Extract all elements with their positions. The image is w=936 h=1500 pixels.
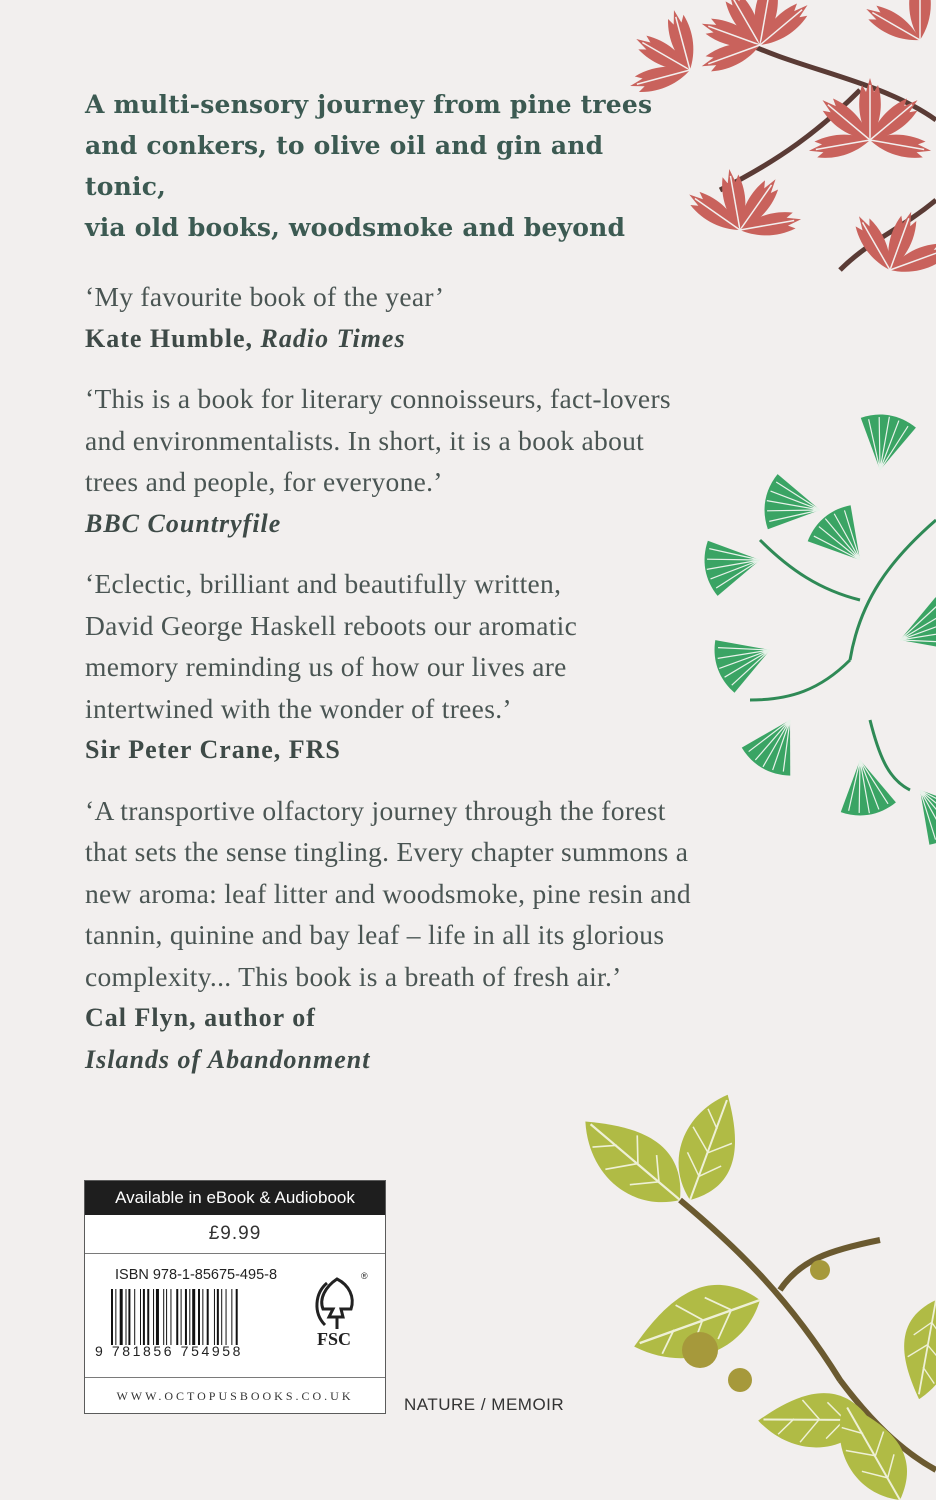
attribution-name: Kate Humble, — [85, 323, 253, 353]
attribution-publication: Islands of Abandonment — [85, 1044, 371, 1074]
quote-line: ‘This is a book for literary connoisseurs, fact-lovers — [85, 383, 671, 414]
barcode-bar — [128, 1289, 130, 1345]
headline-line: A multi-sensory journey from pine trees — [85, 90, 653, 119]
registered-mark: ® — [361, 1271, 368, 1281]
barcode-bar — [221, 1289, 222, 1345]
barcode-bar — [198, 1289, 200, 1345]
barcode-bar — [153, 1289, 154, 1345]
quote-line: that sets the sense tingling. Every chapter summons a — [85, 836, 689, 867]
barcode-bar — [134, 1289, 135, 1345]
barcode-bar — [166, 1289, 167, 1345]
barcode-bar — [217, 1289, 219, 1345]
quote-line: memory reminding us of how our lives are — [85, 651, 567, 682]
quote-attribution — [85, 997, 805, 1039]
quote-line: new aroma: leaf litter and woodsmoke, pine resin and — [85, 877, 691, 909]
quote-line: David George Haskell reboots our aromatic — [85, 609, 578, 641]
quote-attribution — [85, 503, 805, 545]
barcode-bar — [192, 1289, 195, 1345]
quote-line: and environmentalists. In short, it is a book about — [85, 424, 645, 456]
fsc-label: FSC — [317, 1329, 352, 1349]
review-quotes — [85, 276, 805, 1099]
barcode-bar — [226, 1289, 227, 1345]
barcode-bar — [207, 1289, 209, 1345]
barcode-digits: 9 781856 754958 — [95, 1343, 243, 1359]
attribution-publication: Radio Times — [260, 323, 406, 353]
attribution-name: Cal Flyn, author of — [85, 1003, 316, 1032]
headline-line: and conkers, to olive oil and gin and tonic, — [85, 131, 604, 201]
headline-line: via old books, woodsmoke and beyond — [85, 213, 626, 242]
barcode-bar — [143, 1289, 145, 1345]
barcode-bar — [120, 1289, 123, 1345]
review-quote — [85, 563, 805, 771]
barcode-bar — [236, 1289, 238, 1345]
quote-line: trees and people, for everyone.’ — [85, 466, 443, 497]
barcode-bar — [115, 1289, 116, 1345]
barcode-bar — [140, 1289, 141, 1345]
barcode-bar — [156, 1289, 159, 1345]
barcode-bar — [126, 1289, 127, 1345]
headline — [85, 84, 665, 248]
publisher-website: WWW.OCTOPUSBOOKS.CO.UK — [85, 1377, 385, 1415]
isbn-number: ISBN 978-1-85675-495-8 — [115, 1267, 278, 1283]
quote-attribution — [85, 729, 805, 771]
barcode-bar — [189, 1289, 190, 1345]
quote-line: complexity... This book is a breath of fresh air.’ — [85, 960, 622, 992]
quote-line: intertwined with the wonder of trees.’ — [85, 692, 512, 724]
barcode-bar — [170, 1289, 171, 1345]
review-quote — [85, 276, 805, 359]
attribution-publication: BBC Countryfile — [85, 508, 282, 538]
barcode-bar — [214, 1289, 215, 1345]
quote-line: ‘A transportive olfactory journey through the forest — [85, 794, 666, 826]
quote-line: ‘Eclectic, brilliant and beautifully written, — [85, 568, 562, 599]
barcode-bars — [111, 1289, 291, 1345]
barcode-bar — [185, 1289, 187, 1345]
availability-banner: Available in eBook & Audiobook — [85, 1181, 385, 1215]
barcode-bar — [111, 1289, 113, 1345]
barcode-bar — [163, 1289, 164, 1345]
barcode-panel — [84, 1180, 386, 1414]
genre-label: NATURE / MEMOIR — [404, 1395, 565, 1414]
barcode-bar — [181, 1289, 182, 1345]
attribution-name: Sir Peter Crane, FRS — [85, 735, 341, 764]
barcode-bar — [231, 1289, 232, 1345]
lime-leaf-branch — [571, 1086, 936, 1500]
review-quote — [85, 790, 805, 1081]
quote-line: ‘My favourite book of the year’ — [85, 281, 445, 312]
review-quote — [85, 378, 805, 544]
barcode-bar — [147, 1289, 149, 1345]
barcode-bar — [176, 1289, 178, 1345]
quote-attribution — [85, 1039, 805, 1081]
quote-line: tannin, quinine and bay leaf – life in all its glorious — [85, 919, 665, 950]
quote-attribution — [85, 318, 805, 360]
price-label: £9.99 — [85, 1215, 385, 1254]
barcode-bar — [202, 1289, 203, 1345]
